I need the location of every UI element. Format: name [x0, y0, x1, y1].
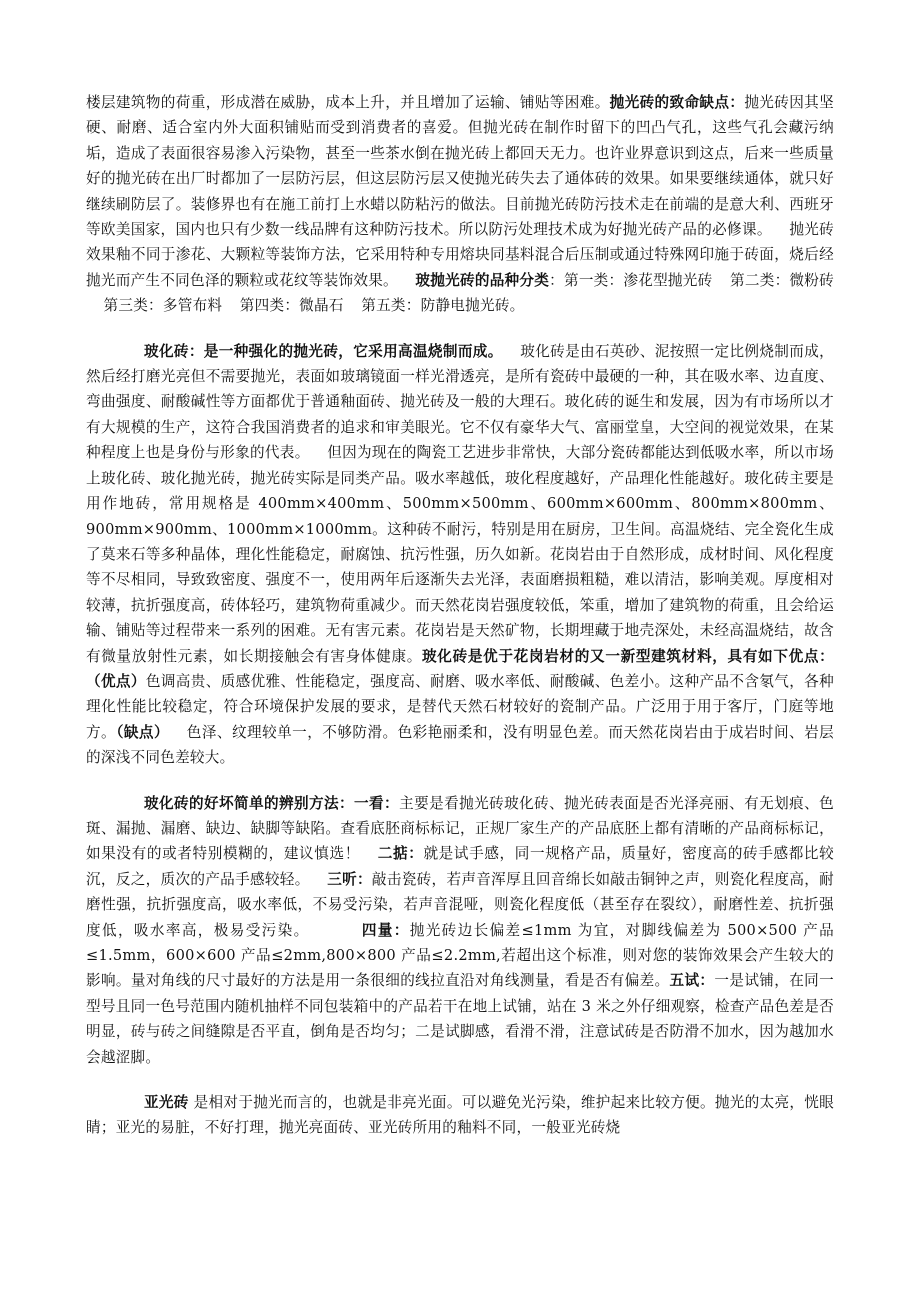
text-run: 第五类：防静电抛光砖。: [361, 297, 525, 315]
text-run: 第四类：微晶石: [239, 297, 344, 315]
heading-matte-tile: 亚光砖: [144, 1094, 189, 1112]
text-run: 第三类：多管布料: [103, 297, 223, 315]
paragraph-identification-methods: [86, 791, 834, 1070]
paragraph-vitrified-tile: [86, 339, 834, 771]
text-run: 抛光砖因其坚硬、耐磨、适合室内外大面积铺贴而受到消费者的喜爱。但抛光砖在制作时留下的凹凸气孔，这些气孔会藏污纳垢，造成了表面很容易渗入污染物，甚至一些茶水倒在抛光砖上都回天无力。也许业界意识到这点，后来一些质量好的抛光砖在出厂时都加了一层防污层，但这层防污层又使抛光砖失去了通体砖的效果。如果要继续通体，就只好继续刷防层了。装修界也有在施工前打上水蜡以防粘污的做法。目前抛光砖防污技术走在前端的是意大利、西班牙等欧美国家，国内也只有少数一线品牌有这种防污技术。所以防污处理技术成为好抛光砖产品的必修课。: [86, 94, 834, 239]
text-run: 色调高贵、质感优雅、性能稳定，强度高、耐磨、吸水率低、耐酸碱、色差小。这种产品不含氡气，各种理化性能比较稳定，符合环境保护发展的要求，是替代天然石材较好的瓷制产品。广泛用于用于客厅，门庭等地方。: [86, 672, 834, 741]
text-run: ：第一类：渗花型抛光砖: [549, 271, 713, 289]
text-run: 就是试手感，同一规格产品，质量好，密度高的砖手感都比较沉，反之，质次的产品手感较轻。: [86, 845, 834, 888]
text-run: 一是试铺，在同一型号且同一色号范围内随机抽样不同包装箱中的产品若干在地上试铺，站在 3 米之外仔细观察，检查产品色差是否明显，砖与砖之间缝隙是否平直，倒角是否均匀；二是试脚感，看滑不滑，注意试砖是否防滑不加水，因为越加水会越涩脚。: [86, 972, 834, 1066]
heading-identification-measure: 四量：: [360, 921, 410, 939]
heading-identification-listen: 三听：: [327, 870, 372, 888]
text-run: 但因为现在的陶瓷工艺进步非常快，大部分瓷砖都能达到低吸水率，所以市场上玻化砖、玻化抛光砖，抛光砖实际是同类产品。吸水率越低，玻化程度越好，产品理化性能越好。玻化砖主要是用作地砖，常用规格是 400mm×400mm、500mm×500mm、600mm×600mm、800mm×800mm、900mm×900mm、1000mm×1000mm。这种砖不耐污，特别是用在厨房，卫生间。高温烧结、完全瓷化生成了莫来石等多种晶体，理化性能稳定，耐腐蚀、抗污性强，历久如新。花岗岩由于自然形成，成材时间、风化程度等不尽相同，导致致密度、强度不一，使用两年后逐渐失去光泽，表面磨损粗糙，难以清洁，影响美观。厚度相对较薄，抗折强度高，砖体轻巧，建筑物荷重减少。而天然花岗岩强度较低，笨重，增加了建筑物的荷重，且会给运输、铺贴等过程带来一系列的困难。无有害元素。花岗岩是天然矿物，长期埋藏于地壳深处，未经高温烧结，故含有微量放射性元素，如长期接触会有害身体健康。: [86, 444, 834, 665]
text-run: 主要是看抛光砖玻化砖、抛光砖表面是否光泽亮丽、有无划痕、色斑、漏抛、漏磨、缺边、缺脚等缺陷。查看底胚商标标记，正规厂家生产的产品底胚上都有清晰的产品商标标记，如果没有的或者特别模糊的，建议慎选！: [86, 794, 834, 863]
heading-identification-test: 五试：: [669, 972, 715, 990]
text-run: 楼层建筑物的荷重，形成潜在威胁，成本上升，并且增加了运输、铺贴等困难。: [86, 94, 610, 111]
heading-identification-look: 玻化砖的好坏简单的辨别方法：一看：: [144, 794, 400, 812]
paragraph-polished-tile-defects: [86, 90, 834, 319]
heading-identification-weigh: 二掂：: [377, 845, 424, 863]
paragraph-matte-tile: [86, 1090, 834, 1141]
heading-vitrified-tile: 玻化砖：是一种强化的抛光砖，它采用高温烧制而成。: [144, 342, 503, 360]
text-run: 敲击瓷砖，若声音浑厚且回音绵长如敲击铜钟之声，则瓷化程度高，耐磨性强，抗折强度高，吸水率低，不易受污染，若声音混哑，则瓷化程度低（甚至存在裂纹），耐磨性差、抗折强度低，吸水率高，极易受污染。: [86, 870, 834, 939]
text-run: 抛光砖边长偏差≤1mm 为宜，对脚线偏差为 500×500 产品≤1.5mm，600×600 产品≤2mm,800×800 产品≤2.2mm,若超出这个标准，则对您的装饰效果会产生较大的影响。量对角线的尺寸最好的方法是用一条很细的线拉直沿对角线测量，看是否有偏差。: [86, 921, 834, 990]
heading-disadvantages: （缺点）: [116, 723, 170, 741]
heading-polished-tile-fatal-flaw: 抛光砖的致命缺点：: [609, 94, 745, 111]
text-run: 色泽、纹理较单一，不够防滑。色彩艳丽柔和，没有明显色差。而天然花岗岩由于成岩时间、岩层的深浅不同色差较大。: [86, 723, 834, 767]
text-run: 玻化砖是由石英砂、泥按照一定比例烧制而成，然后经打磨光亮但不需要抛光，表面如玻璃镜面一样光滑透亮，是所有瓷砖中最硬的一种，其在吸水率、边直度、弯曲强度、耐酸碱性等方面都优于普通釉面砖、抛光砖及一般的大理石。玻化砖的诞生和发展，因为有市场所以才有大规模的生产，这符合我国消费者的追求和审美眼光。它不仅有豪华大气、富丽堂皇，大空间的视觉效果，在某种程度上也是身份与形象的代表。: [86, 342, 834, 462]
text-run: 是相对于抛光而言的，也就是非亮光面。可以避免光污染，维护起来比较方便。抛光的太亮，恍眼睛；亚光的易脏，不好打理，抛光亮面砖、亚光砖所用的釉料不同，一般亚光砖烧: [86, 1094, 834, 1137]
text-run: 抛光砖效果釉不同于渗花、大颗粒等装饰方法，它采用特种专用熔块同基料混合后压制或通过特殊网印施于砖面，烧后经抛光而产生不同色泽的颗粒或花纹等装饰效果。: [86, 221, 834, 289]
text-run: 第二类：微粉砖: [730, 271, 834, 289]
heading-polished-tile-varieties: 玻抛光砖的品种分类: [415, 271, 550, 289]
document-page: [86, 90, 834, 1141]
heading-advantages: 玻化砖是优于花岗岩材的又一新型建筑材料，具有如下优点：（优点）: [86, 647, 834, 690]
